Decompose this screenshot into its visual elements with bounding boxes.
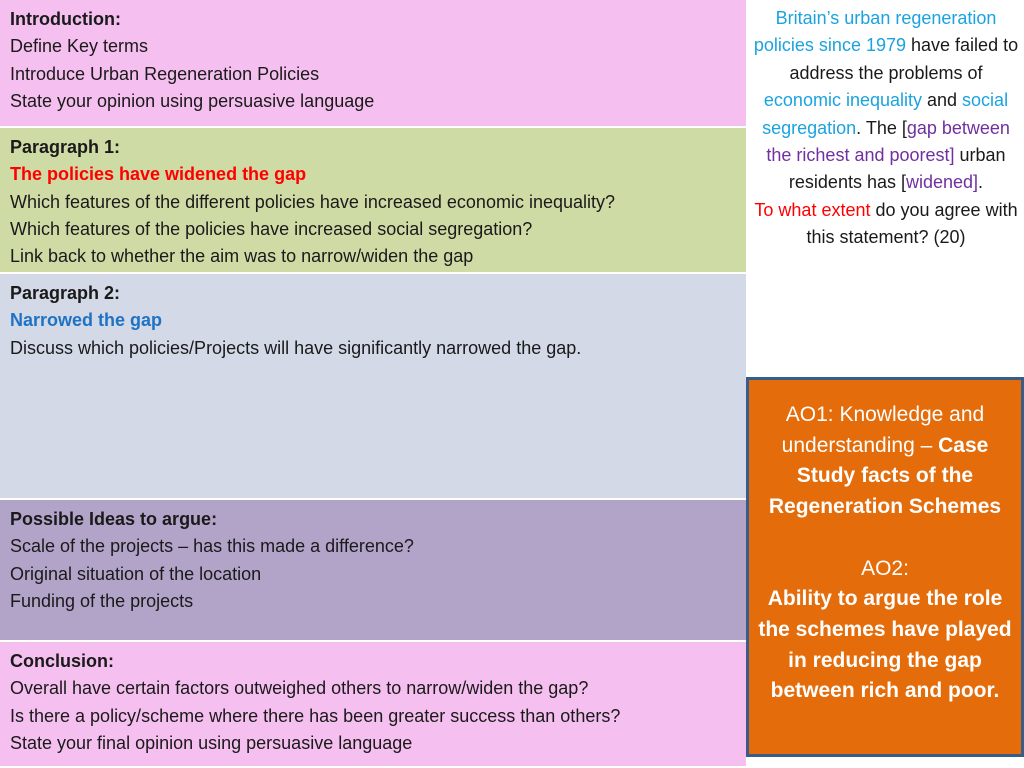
question-text: do you agree with this statement? (20) [806,199,1018,248]
ideas-item: Scale of the projects – has this made a difference? [10,536,414,557]
question-to-what-extent: To what extent [754,199,871,220]
conclusion-section [0,642,746,768]
question-social-segregation: social segregation [762,90,1009,138]
paragraph1-subheading: The policies have widened the gap [10,164,307,185]
ao2-bold: Ability to argue the role the schemes have played in reducing the gap between rich and poor. [758,587,1012,703]
conclusion-item: State your final opinion using persuasive language [10,732,413,753]
introduction-item: Introduce Urban Regeneration Policies [10,63,320,84]
ideas-heading: Possible Ideas to argue: [10,509,218,529]
question-economic-inequality: economic inequality [763,90,922,111]
conclusion-item: Is there a policy/scheme where there has been greater success than others? [10,705,621,726]
question-text: and [922,90,963,111]
conclusion-item: Overall have certain factors outweighed others to narrow/widen the gap? [10,678,589,699]
paragraph1-item: Which features of the policies have increased social segregation? [10,218,533,239]
introduction-item: State your opinion using persuasive language [10,90,375,111]
ao1-bold: Case Study facts of the Regeneration Schemes [768,433,1002,519]
introduction-item: Define Key terms [10,36,149,57]
paragraph1-item: Link back to whether the aim was to narrow/widen the gap [10,246,474,267]
question-text: . [978,172,984,193]
ao2-label: AO2: [861,556,909,580]
essay-question [752,5,1020,252]
question-text: . The [ [856,117,907,138]
paragraph2-item: Discuss which policies/Projects will have significantly narrowed the gap. [10,337,582,358]
paragraph1-section [0,128,746,274]
question-policies-phrase: Britain’s urban regeneration policies since 1979 [753,8,997,56]
paragraph2-subheading: Narrowed the gap [10,310,163,331]
ao1-block [757,400,1013,523]
ideas-item: Original situation of the location [10,563,262,584]
paragraph2-section [0,274,746,500]
question-widened: widened] [905,172,979,193]
paragraph2-heading: Paragraph 2: [10,283,121,303]
introduction-section [0,0,746,128]
assessment-objectives-box [746,377,1024,757]
paragraph1-item: Which features of the different policies have increased economic inequality? [10,191,616,212]
question-text: urban residents has [ [788,145,1006,193]
conclusion-heading: Conclusion: [10,651,114,671]
ao1-prefix: AO1: Knowledge and understanding – [781,403,985,457]
ideas-section [0,500,746,642]
introduction-heading: Introduction: [10,9,121,29]
question-text: have failed to address the problems of [789,35,1019,83]
question-gap-phrase: gap between the richest and poorest] [766,117,1010,166]
paragraph1-heading: Paragraph 1: [10,137,121,157]
ideas-item: Funding of the projects [10,590,194,611]
